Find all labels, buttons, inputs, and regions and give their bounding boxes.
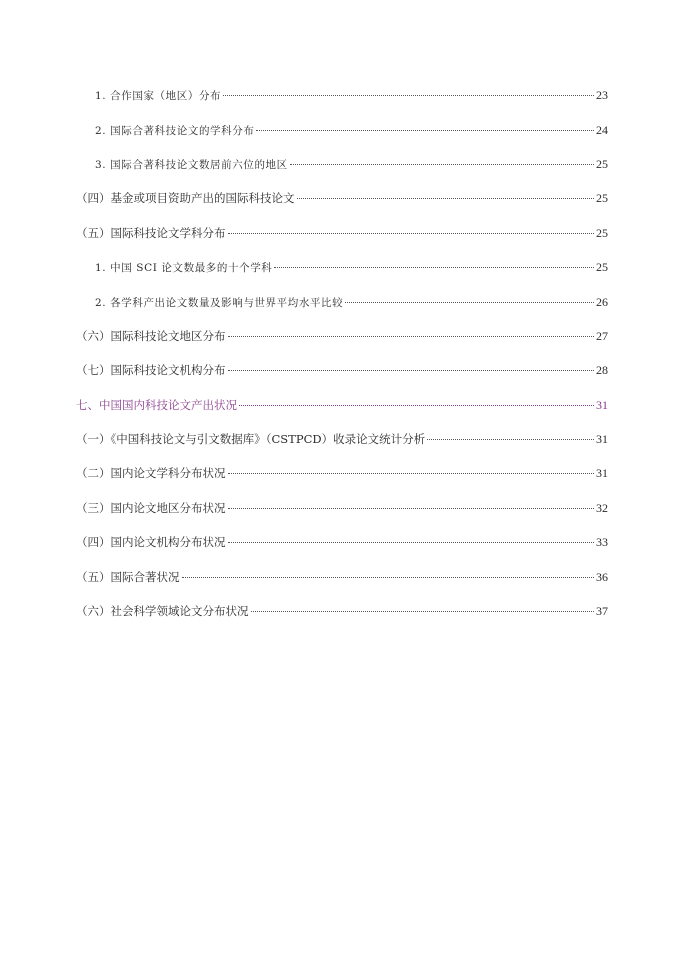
dot-leader bbox=[228, 369, 595, 371]
toc-entry-page: 25 bbox=[596, 260, 608, 274]
toc-entry-title: （五）国际科技论文学科分布 bbox=[76, 226, 226, 240]
toc-entry-title: （四）国内论文机构分布状况 bbox=[76, 535, 226, 549]
dot-leader bbox=[228, 541, 595, 543]
toc-entry[interactable] bbox=[76, 601, 608, 621]
toc-entry-page: 28 bbox=[596, 363, 608, 377]
dot-leader bbox=[239, 404, 594, 406]
dot-leader bbox=[182, 576, 595, 578]
toc-entry-page: 27 bbox=[596, 329, 608, 343]
dot-leader bbox=[290, 163, 594, 165]
toc-entry-page: 31 bbox=[596, 398, 608, 412]
toc-entry-title: （一）《中国科技论文与引文数据库》（CSTPCD）收录论文统计分析 bbox=[76, 432, 426, 446]
dot-leader bbox=[274, 266, 594, 268]
toc-entry[interactable] bbox=[76, 498, 608, 518]
toc-entry-page: 37 bbox=[596, 604, 608, 618]
dot-leader bbox=[223, 94, 594, 96]
toc-entry[interactable] bbox=[95, 257, 608, 277]
toc-entry-page: 23 bbox=[596, 88, 608, 102]
toc-entry-title: （四）基金或项目资助产出的国际科技论文 bbox=[76, 191, 295, 205]
toc-entry-title: 2. 各学科产出论文数量及影响与世界平均水平比较 bbox=[95, 297, 344, 309]
toc-entry[interactable] bbox=[76, 188, 608, 208]
dot-leader bbox=[228, 232, 595, 234]
toc-entry-title: （六）国际科技论文地区分布 bbox=[76, 329, 226, 343]
toc-entry-page: 32 bbox=[596, 501, 608, 515]
toc-entry[interactable] bbox=[95, 120, 608, 140]
toc-entry-page: 25 bbox=[596, 226, 608, 240]
toc-entry-title: （五）国际合著状况 bbox=[76, 570, 180, 584]
toc-entry[interactable] bbox=[76, 223, 608, 243]
toc-chapter-entry[interactable] bbox=[76, 395, 608, 415]
toc-entry-title: （六）社会科学领域论文分布状况 bbox=[76, 604, 249, 618]
toc-entry-title: 2. 国际合著科技论文的学科分布 bbox=[95, 125, 255, 137]
dot-leader bbox=[228, 507, 595, 509]
toc-entry-title: （二）国内论文学科分布状况 bbox=[76, 466, 226, 480]
toc-entry[interactable] bbox=[76, 532, 608, 552]
dot-leader bbox=[251, 610, 595, 612]
dot-leader bbox=[345, 301, 594, 303]
toc-entry-page: 36 bbox=[596, 570, 608, 584]
dot-leader bbox=[228, 335, 595, 337]
toc-entry[interactable] bbox=[76, 463, 608, 483]
toc-entry-title: 3. 国际合著科技论文数居前六位的地区 bbox=[95, 159, 288, 171]
toc-entry[interactable] bbox=[76, 326, 608, 346]
toc-entry-page: 31 bbox=[596, 466, 608, 480]
toc-entry[interactable] bbox=[95, 154, 608, 174]
dot-leader bbox=[297, 197, 595, 199]
toc-entry-page: 26 bbox=[596, 295, 608, 309]
dot-leader bbox=[256, 129, 594, 131]
toc-entry-title: 七、中国国内科技论文产出状况 bbox=[76, 398, 237, 412]
dot-leader bbox=[427, 438, 594, 440]
toc-entry-page: 31 bbox=[596, 432, 608, 446]
toc-entry-page: 24 bbox=[596, 123, 608, 137]
toc-entry-title: 1. 中国 SCI 论文数最多的十个学科 bbox=[95, 262, 273, 274]
toc-entry-title: （三）国内论文地区分布状况 bbox=[76, 501, 226, 515]
dot-leader bbox=[228, 472, 595, 474]
toc-entry-page: 25 bbox=[596, 157, 608, 171]
toc-entry[interactable] bbox=[95, 85, 608, 105]
toc-entry[interactable] bbox=[95, 292, 608, 312]
toc-entry[interactable] bbox=[76, 429, 608, 449]
toc-entry-title: 1. 合作国家（地区）分布 bbox=[95, 90, 222, 102]
toc-entry-page: 33 bbox=[596, 535, 608, 549]
toc-entry-title: （七）国际科技论文机构分布 bbox=[76, 363, 226, 377]
toc-entry[interactable] bbox=[76, 360, 608, 380]
toc-entry-page: 25 bbox=[596, 191, 608, 205]
toc-entry[interactable] bbox=[76, 567, 608, 587]
